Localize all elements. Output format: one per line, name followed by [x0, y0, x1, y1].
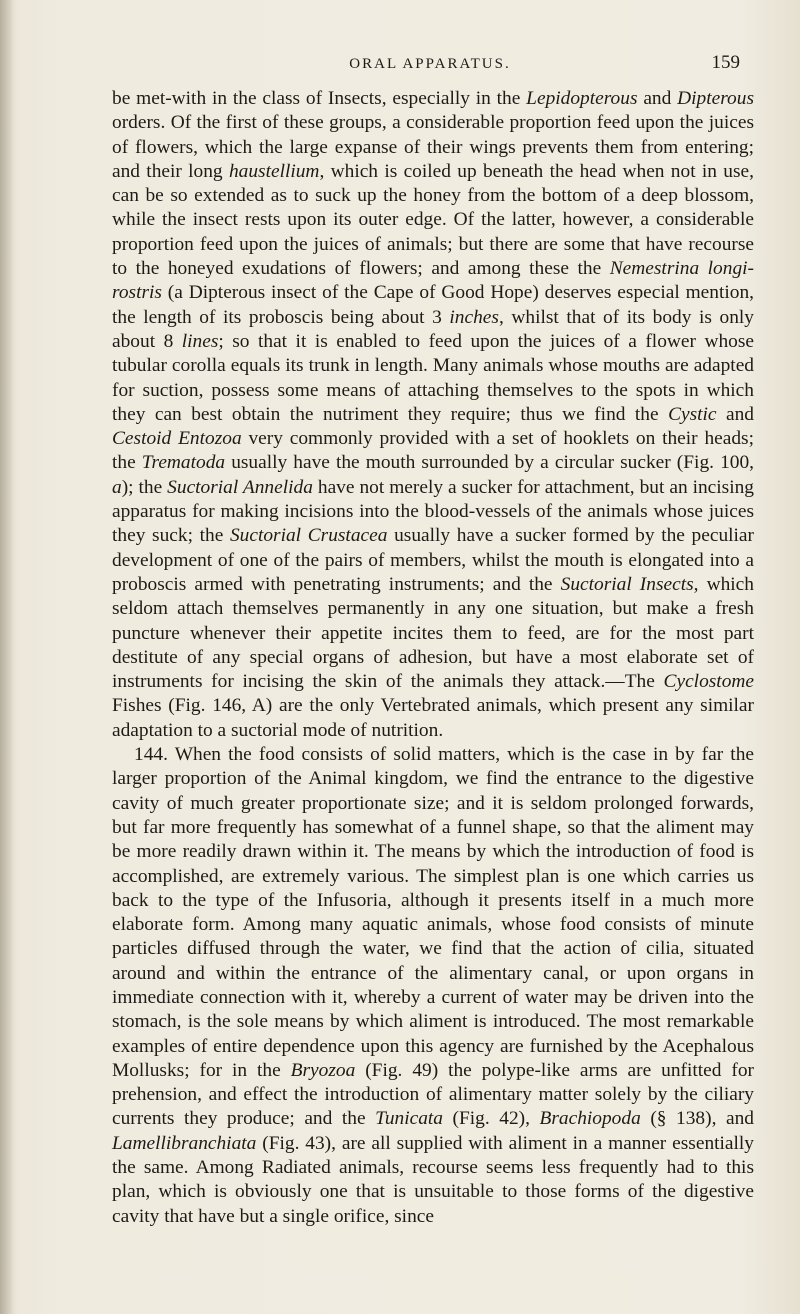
body-text	[112, 87, 754, 1229]
page-header	[120, 52, 740, 80]
running-title: ORAL APPARATUS.	[349, 56, 511, 72]
page-gutter-shadow	[0, 0, 14, 1314]
paragraph-2: 144. When the food consists of solid matters, which is the case in by far the larger proportion of the Animal kingdom, we find the entrance to the digestive cavity of much greater proportionate size; and it is seldom prolonged forwards, but far more frequently has somewhat of a funnel shape, so that the aliment may be more readily drawn within it. The means by which the introduction of food is accomplished, are extremely various. The simplest plan is one which carries us back to the type of the Infusoria, although it presents itself in a much more elaborate form. Among many aquatic animals, whose food consists of minute particles diffused through the water, we find that the action of cilia, situated around and within the entrance of the alimentary canal, or upon organs in immediate connection with it, whereby a current of water may be driven into the stomach, is the sole means by which aliment is introduced. The most remarkable examples of entire dependence upon this agency are furnished by the Acephalous Mollusks; for in the Bryozoa (Fig. 49) the polype-like arms are unfitted for prehension, and effect the introduction of alimentary matter solely by the ciliary currents they produce; and the Tunicata (Fig. 42), Brachiopoda (§ 138), and Lamellibranchiata (Fig. 43), are all supplied with aliment in a manner essentially the same. Among Radiated animals, recourse seems less frequently had to this plan, which is obviously one that is unsuitable to those forms of the digestive cavity that have but a single orifice, since	[112, 744, 754, 1227]
page-number: 159	[711, 52, 740, 73]
paragraph-1: be met-with in the class of Insects, especially in the Lepidopterous and Dipterous orders. Of the first of these groups, a considerable proportion feed upon the juices of flowers, which the large expanse of their wings prevents them from entering; and their long haustellium, which is coiled up beneath the head when not in use, can be so extended as to suck up the honey from the bottom of a deep blossom, while the insect rests upon its outer edge. Of the latter, however, a considerable proportion feed upon the juices of animals; but there are some that have recourse to the honeyed exudations of flowers; and among these the Nemestrina longi-rostris (a Dipterous insect of the Cape of Good Hope) deserves especial mention, the length of its proboscis being about 3 inches, whilst that of its body is only about 8 lines; so that it is enabled to feed upon the juices of a flower whose tubular corolla equals its trunk in length. Many animals whose mouths are adapted for suction, possess some means of attaching themselves to the spots in which they can best obtain the nutriment they require; thus we find the Cystic and Cestoid Entozoa very commonly provided with a set of hooklets on their heads; the Trematoda usually have the mouth surrounded by a circular sucker (Fig. 100, a); the Suctorial Annelida have not merely a sucker for attachment, but an incising apparatus for making incisions into the blood-vessels of the animals whose juices they suck; the Suctorial Crustacea usually have a sucker formed by the peculiar development of one of the pairs of members, whilst the mouth is elongated into a proboscis armed with penetrating instruments; and the Suctorial Insects, which seldom attach themselves permanently in any one situation, but make a fresh puncture whenever their appetite incites them to feed, are for the most part destitute of any special organs of adhesion, but have a most elaborate set of instruments for incising the skin of the animals they attack.—The Cyclostome Fishes (Fig. 146, A) are the only Vertebrated animals, which present any similar adaptation to a suctorial mode of nutrition.	[112, 88, 755, 741]
